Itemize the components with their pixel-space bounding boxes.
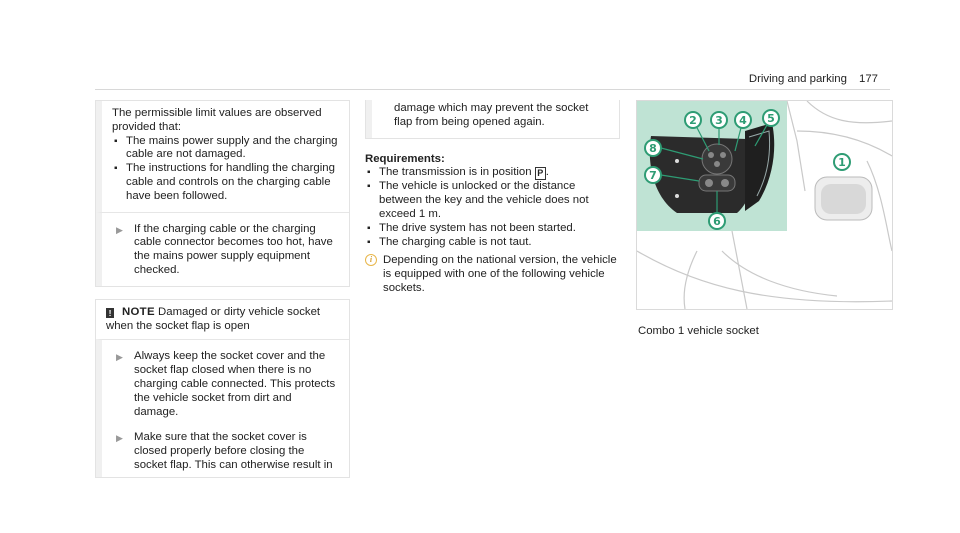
section-title: Driving and parking	[748, 73, 847, 85]
svg-text:6: 6	[713, 215, 721, 228]
callout-5	[762, 109, 780, 127]
callout-7	[644, 166, 662, 184]
continuation-section	[366, 100, 619, 138]
note-title: Damaged or dirty vehicle socket when the socket flap is open	[106, 305, 321, 332]
info-icon: i	[365, 254, 377, 266]
note-box	[95, 299, 350, 478]
step-text: If the charging cable or the charging cable connector becomes too hot, have the mains power supply equipment checked.	[134, 222, 333, 276]
page-number: 177	[858, 73, 878, 85]
figure-caption: Combo 1 vehicle socket	[638, 325, 759, 337]
instruction-step	[112, 350, 339, 419]
vehicle-socket-figure	[636, 100, 893, 310]
info-text: Depending on the national version, the vehicle is equipped with one of the following vehicle sockets.	[383, 254, 617, 294]
svg-text:3: 3	[715, 114, 723, 127]
list-item: ▪ The drive system has not been started.	[365, 222, 620, 236]
warning-icon: !	[106, 308, 114, 318]
column-1	[95, 100, 350, 478]
column-2	[365, 100, 620, 296]
list-item: ▪ The instructions for handling the charging cable and controls on the charging cable have been followed.	[112, 162, 339, 203]
svg-text:8: 8	[649, 142, 657, 155]
instruction-step	[112, 431, 339, 472]
callout-1	[833, 153, 851, 171]
requirement-punct: .	[545, 166, 549, 179]
requirements-list	[365, 166, 620, 249]
note-step-2	[96, 427, 349, 476]
list-item	[365, 166, 620, 180]
continuation-text: damage which may prevent the socket flap from being opened again.	[394, 102, 589, 128]
callout-6	[708, 212, 726, 230]
note-step-1	[96, 339, 349, 427]
park-key-icon: P	[535, 167, 546, 180]
socket-illustration	[637, 101, 892, 309]
conditions-box	[95, 100, 350, 287]
step-arrow-icon: ▶	[116, 433, 123, 444]
step-arrow-icon: ▶	[116, 224, 123, 235]
header-rule	[95, 89, 890, 90]
instruction-step	[112, 223, 339, 278]
callout-4	[734, 111, 752, 129]
requirements-title: Requirements:	[365, 152, 445, 165]
svg-text:1: 1	[838, 156, 846, 169]
svg-text:7: 7	[649, 169, 657, 182]
step-section	[96, 212, 349, 286]
step-text: Always keep the socket cover and the socket flap closed when there is no charging cable connected. This protects the vehicle socket from dirt and damage.	[134, 350, 336, 418]
column-3	[636, 100, 891, 339]
info-note	[365, 254, 620, 295]
callout-8	[644, 139, 662, 157]
svg-text:2: 2	[689, 114, 697, 127]
conditions-intro: The permissible limit values are observed provided that:	[112, 107, 322, 133]
svg-text:4: 4	[739, 114, 747, 127]
list-item: ▪ The mains power supply and the charging cable are not damaged.	[112, 135, 339, 163]
callout-2	[684, 111, 702, 129]
list-item: ▪ The charging cable is not taut.	[365, 236, 620, 250]
list-item: ▪ The vehicle is unlocked or the distance between the key and the vehicle does not exceed 1 m.	[365, 180, 620, 221]
callout-3	[710, 111, 728, 129]
continuation-box	[365, 100, 620, 139]
conditions-list	[112, 135, 339, 204]
svg-text:5: 5	[767, 112, 775, 125]
note-label: NOTE	[122, 305, 155, 318]
conditions-section	[96, 101, 349, 212]
step-text: Make sure that the socket cover is closed properly before closing the socket flap. This can otherwise result in	[134, 431, 333, 471]
page-header	[749, 73, 878, 87]
step-arrow-icon: ▶	[116, 352, 123, 363]
note-header	[96, 300, 349, 340]
requirement-text: The transmission is in position	[379, 166, 535, 179]
